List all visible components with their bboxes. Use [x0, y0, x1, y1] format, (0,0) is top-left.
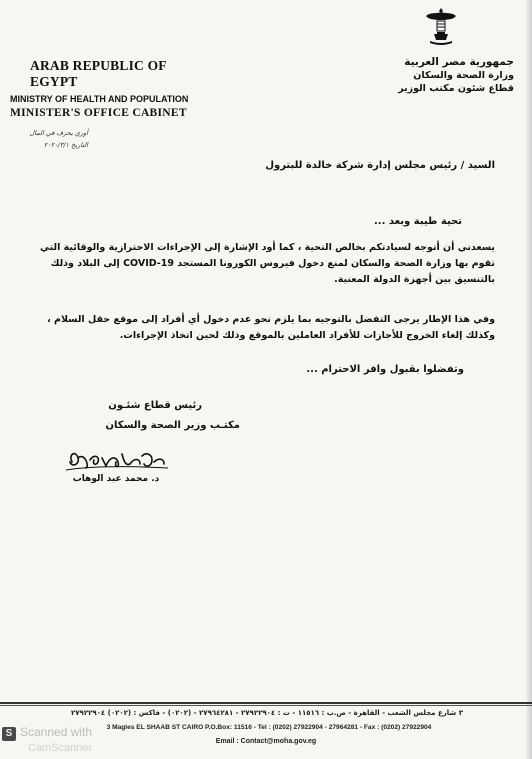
signature-title-line2: مكتـب وزير الصحة والسكان	[105, 420, 240, 431]
footer-address-arabic: ٣ شارع مجلس الشعب - القاهرة - ص.ب : ١١٥١٦ - ت : ٢٧٩٢٢٩٠٤ - ٢٧٩٦٤٢٨١ - (٠٢٠٢) - فاكس : (٠٢٠٢) ٢٧٩٢٢٩٠٤	[71, 709, 463, 717]
header-country: ARAB REPUBLIC OF EGYPT	[30, 58, 167, 89]
body-paragraph-1: يسعدني أن أتوجه لسيادتكم بخالص التحية ، كما أود الإشارة إلى الإجراءات الاحترازية والوقائية التي تقوم بها وزارة الصحة والسكان لمنع دخول فيروس الكورونا المستجد COVID-19 إلى البلاد وذلك بالتنسيق بين أجهزة الدولة المعنية.	[40, 242, 495, 285]
header-ministry: MINISTRY OF HEALTH AND POPULATION	[10, 94, 189, 104]
header-ar-ministry: وزارة الصحة والسكان	[413, 70, 514, 81]
arabic-letterhead	[364, 56, 514, 95]
page-edge-shadow	[526, 0, 532, 759]
footer-divider	[0, 702, 532, 704]
watermark-app-name: CamScanner	[28, 742, 93, 754]
reference-block	[28, 127, 88, 151]
footer-email: Email : Contact@moha.gov.eg	[215, 738, 317, 745]
camscanner-badge-icon: S	[2, 727, 16, 741]
greeting-line: تحية طيبة وبعد ...	[374, 216, 462, 227]
header-office: MINISTER'S OFFICE CABINET	[10, 107, 187, 119]
reference-label: أوري يحرف في المال	[29, 129, 88, 137]
body-paragraph-2: وفي هذا الإطار يرجى التفضل بالتوجيه بما يلزم نحو عدم دخول أي أفراد إلى موقع حقل السلام ، وكذلك إلغاء الخروج للأجازات للأفراد العاملين بالموقع وذلك لحين اتخاذ الإجراءات.	[47, 314, 495, 341]
footer-divider-thin	[0, 705, 532, 706]
watermark-text: Scanned with	[20, 725, 93, 739]
eagle-emblem-icon	[424, 6, 458, 46]
header-ar-country: جمهورية مصر العربية	[404, 56, 514, 68]
signature-title	[22, 396, 240, 436]
signatory-name: د. محمد عبد الوهاب	[72, 474, 160, 484]
date-label: التاريخ ٢٠٢٠/٣/١	[43, 141, 88, 149]
header-ar-office: قطاع شئون مكتب الوزير	[398, 83, 514, 94]
addressee-line: السيد / رئيس مجلس إدارة شركة خالدة للبترول	[265, 160, 495, 171]
signature-title-line1: رئيس قطاع شئـون	[108, 400, 202, 411]
closing-line: وتفضلوا بقبول وافر الاحترام ...	[306, 364, 464, 375]
english-letterhead	[10, 58, 210, 121]
footer-address-english: 3 Magles EL SHAAB ST CAIRO P.O.Box: 11516 - Tel : (0202) 27922904 - 27964281 - Fax : (0202) 27922904	[106, 724, 432, 731]
handwritten-signature	[60, 444, 175, 476]
